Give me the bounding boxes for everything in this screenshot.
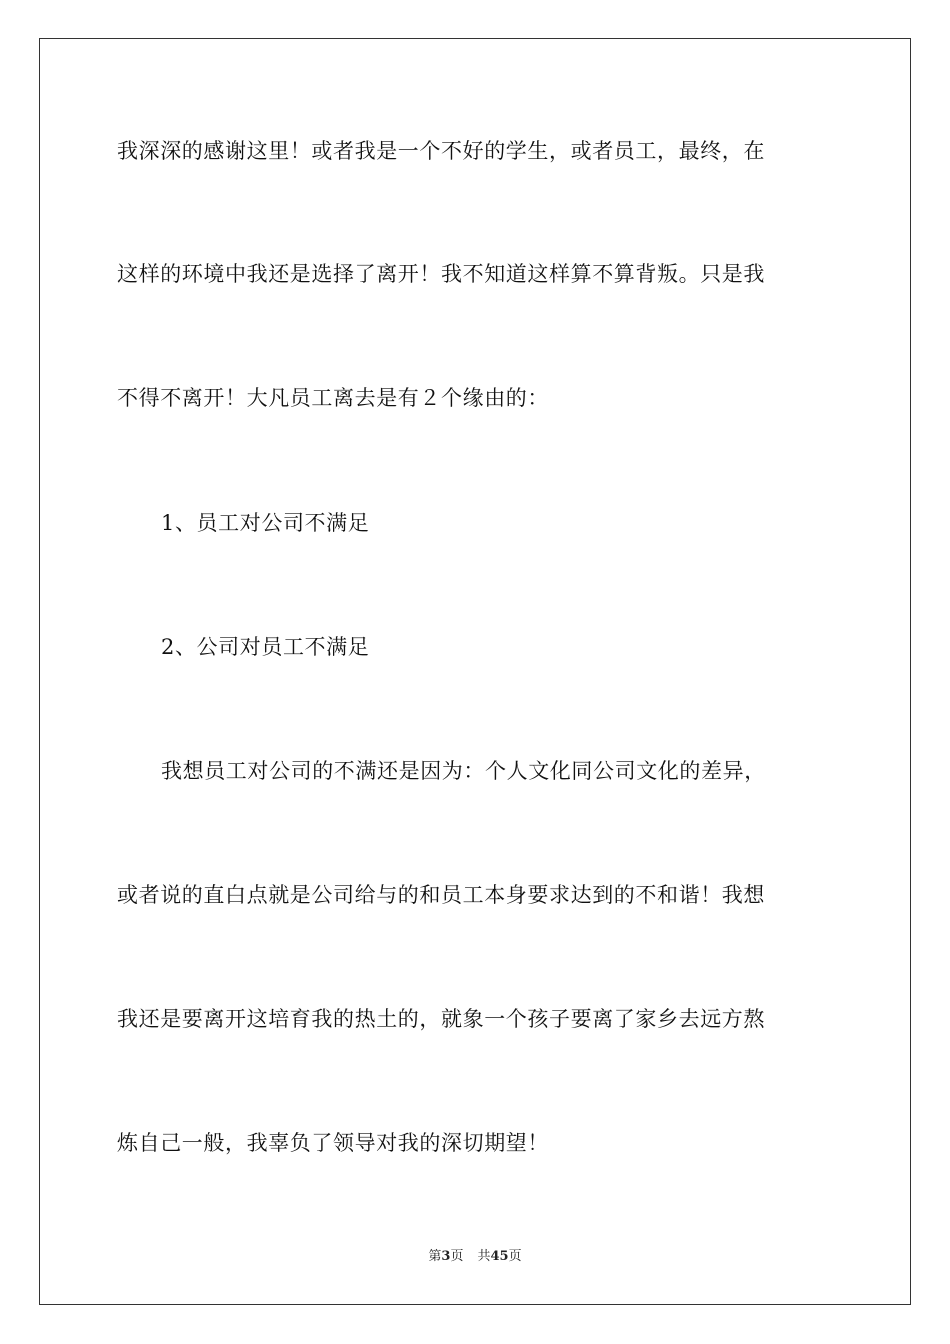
body-line-1: 我深深的感谢这里！或者我是一个不好的学生，或者员工，最终，在 [117, 139, 765, 163]
total-pages: 45 [490, 1249, 509, 1264]
page-prefix: 第 [428, 1249, 442, 1264]
total-suffix: 页 [508, 1249, 522, 1264]
page-footer [0, 1248, 950, 1266]
page-suffix: 页 [450, 1249, 464, 1264]
page-border [39, 38, 911, 1305]
total-prefix: 共 [477, 1249, 491, 1264]
body-line-8: 我还是要离开这培育我的热土的，就象一个孩子要离了家乡去远方熬 [117, 1007, 765, 1031]
body-line-6: 我想员工对公司的不满还是因为：个人文化同公司文化的差异， [161, 759, 766, 783]
list-item-2: 2、公司对员工不满足 [161, 635, 370, 659]
body-line-2: 这样的环境中我还是选择了离开！我不知道这样算不算背叛。只是我 [117, 262, 765, 286]
body-line-9: 炼自己一般，我辜负了领导对我的深切期望！ [117, 1131, 549, 1155]
body-line-7: 或者说的直白点就是公司给与的和员工本身要求达到的不和谐！我想 [117, 883, 765, 907]
list-item-1: 1、员工对公司不满足 [161, 511, 370, 535]
page-number: 3 [441, 1249, 451, 1264]
body-line-3: 不得不离开！大凡员工离去是有２个缘由的： [117, 386, 549, 410]
